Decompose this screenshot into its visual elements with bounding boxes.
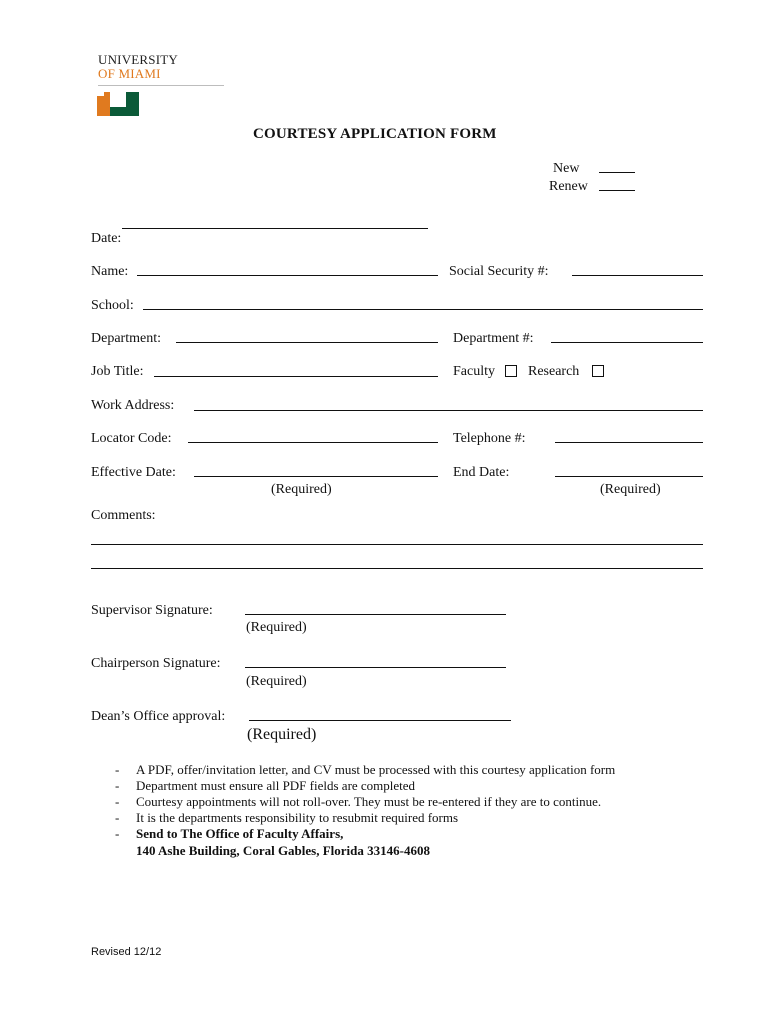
department-field[interactable] (176, 342, 438, 343)
new-field[interactable] (599, 172, 635, 173)
dean-required: (Required) (247, 726, 317, 743)
department-number-field[interactable] (551, 342, 703, 343)
logo-divider (98, 85, 224, 86)
end-date-label: End Date: (453, 465, 510, 480)
note-dash: - (115, 794, 120, 809)
research-label: Research (528, 364, 580, 379)
chairperson-signature-label: Chairperson Signature: (91, 656, 221, 671)
effective-date-field[interactable] (194, 476, 438, 477)
date-label: Date: (91, 231, 122, 246)
job-title-field[interactable] (154, 376, 438, 377)
note-dash: - (115, 826, 120, 841)
logo-of-miami-text: OF MIAMI (98, 66, 161, 81)
supervisor-required: (Required) (246, 620, 307, 635)
telephone-field[interactable] (555, 442, 703, 443)
ssn-label: Social Security #: (449, 264, 549, 279)
school-label: School: (91, 298, 134, 313)
form-title: COURTESY APPLICATION FORM (253, 126, 497, 142)
job-title-label: Job Title: (91, 364, 144, 379)
send-to-note: Send to The Office of Faculty Affairs, (136, 826, 344, 841)
office-address: 140 Ashe Building, Coral Gables, Florida 33146-4608 (136, 843, 430, 858)
logo-university-text: UNIVERSITY (98, 52, 178, 67)
faculty-checkbox[interactable] (505, 365, 517, 377)
name-field[interactable] (137, 275, 438, 276)
end-date-field[interactable] (555, 476, 703, 477)
note-item: Department must ensure all PDF fields are completed (136, 778, 416, 793)
effective-date-label: Effective Date: (91, 465, 176, 480)
note-dash: - (115, 778, 120, 793)
supervisor-signature-label: Supervisor Signature: (91, 603, 213, 618)
note-item: Courtesy appointments will not roll-over. They must be re-entered if they are to continue. (136, 794, 602, 809)
revised-date: Revised 12/12 (91, 946, 162, 958)
chairperson-signature-field[interactable] (245, 667, 506, 668)
comments-line-2[interactable] (91, 568, 703, 569)
note-item: A PDF, offer/invitation letter, and CV must be processed with this courtesy application form (136, 762, 616, 777)
dean-approval-field[interactable] (249, 720, 511, 721)
work-address-label: Work Address: (91, 398, 175, 413)
supervisor-signature-field[interactable] (245, 614, 506, 615)
date-field[interactable] (122, 228, 428, 229)
ssn-field[interactable] (572, 275, 703, 276)
renew-label: Renew (549, 179, 588, 194)
note-dash: - (115, 762, 120, 777)
telephone-label: Telephone #: (453, 431, 526, 446)
locator-code-label: Locator Code: (91, 431, 172, 446)
new-label: New (553, 161, 580, 176)
research-checkbox[interactable] (592, 365, 604, 377)
name-label: Name: (91, 264, 129, 279)
work-address-field[interactable] (194, 410, 703, 411)
comments-label: Comments: (91, 508, 156, 523)
comments-line-1[interactable] (91, 544, 703, 545)
end-date-required: (Required) (600, 482, 661, 497)
chairperson-required: (Required) (246, 674, 307, 689)
university-u-logo (97, 92, 139, 116)
effective-date-required: (Required) (271, 482, 332, 497)
dean-approval-label: Dean’s Office approval: (91, 709, 226, 724)
department-label: Department: (91, 331, 161, 346)
school-field[interactable] (143, 309, 703, 310)
note-item: It is the departments responsibility to resubmit required forms (136, 810, 459, 825)
locator-code-field[interactable] (188, 442, 438, 443)
department-number-label: Department #: (453, 331, 534, 346)
faculty-label: Faculty (453, 364, 495, 379)
renew-field[interactable] (599, 190, 635, 191)
note-dash: - (115, 810, 120, 825)
